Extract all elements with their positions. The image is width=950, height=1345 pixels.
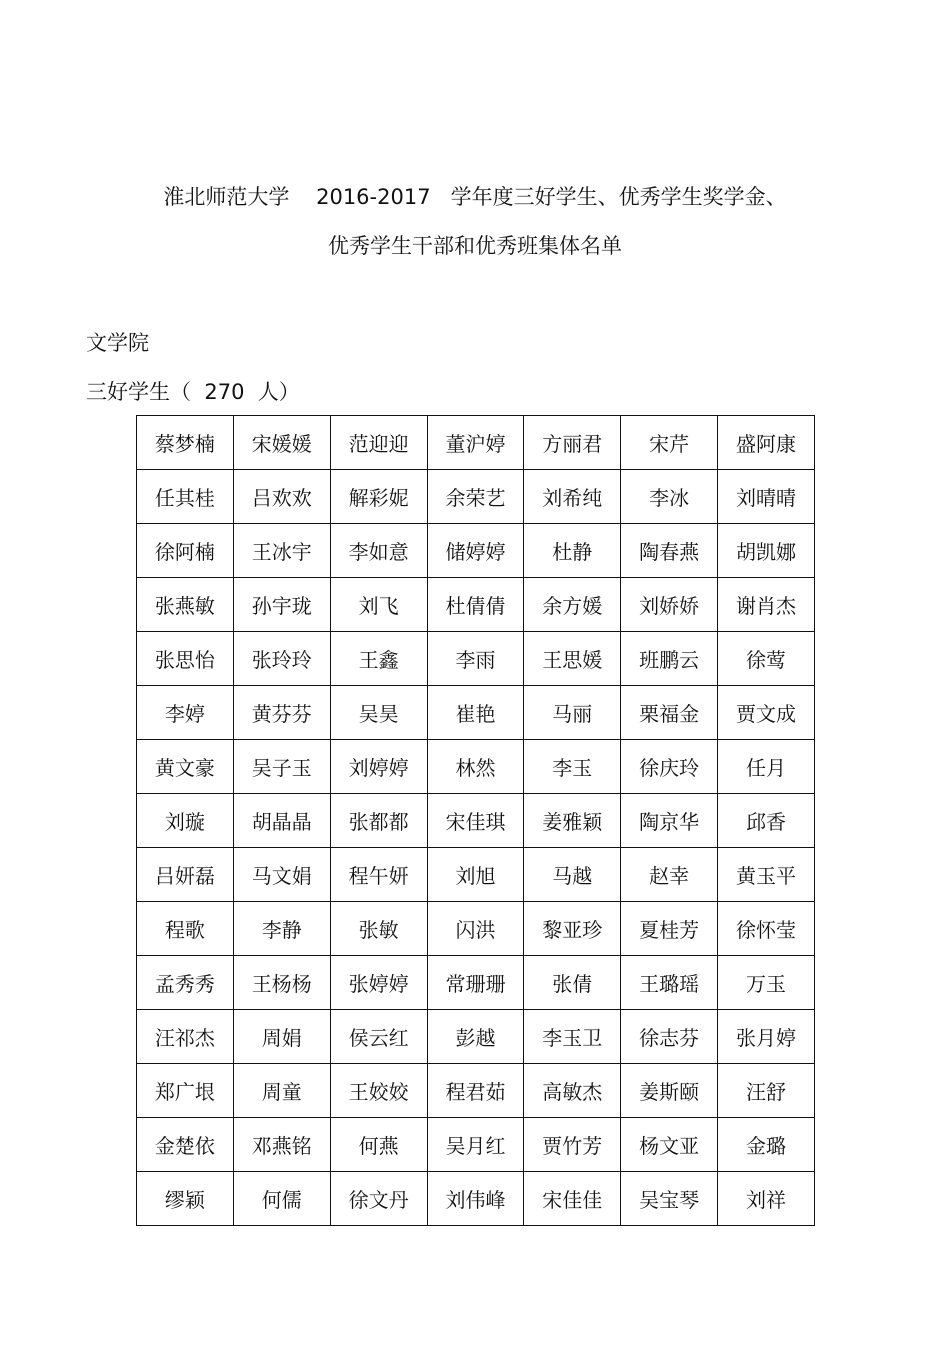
student-name-cell: 徐文丹 <box>330 1172 427 1226</box>
student-name-cell: 邓燕铭 <box>233 1118 330 1172</box>
table-row <box>137 902 815 956</box>
student-name-table-body <box>137 416 815 1226</box>
table-row <box>137 740 815 794</box>
student-name-cell: 刘旭 <box>427 848 524 902</box>
student-name-cell: 汪舒 <box>718 1064 815 1118</box>
table-row <box>137 1064 815 1118</box>
document-title-line-2: 优秀学生干部和优秀班集体名单 <box>328 234 622 258</box>
student-name-cell: 宋媛媛 <box>233 416 330 470</box>
student-name-cell: 黄文豪 <box>137 740 234 794</box>
table-row <box>137 1118 815 1172</box>
student-name-cell: 姜雅颖 <box>524 794 621 848</box>
student-name-cell: 徐怀莹 <box>718 902 815 956</box>
student-name-cell: 杜静 <box>524 524 621 578</box>
student-name-cell: 彭越 <box>427 1010 524 1064</box>
student-name-cell: 程君茹 <box>427 1064 524 1118</box>
student-name-cell: 刘晴晴 <box>718 470 815 524</box>
student-name-cell: 常珊珊 <box>427 956 524 1010</box>
student-name-cell: 夏桂芳 <box>621 902 718 956</box>
student-name-cell: 李静 <box>233 902 330 956</box>
student-name-cell: 万玉 <box>718 956 815 1010</box>
student-name-cell: 徐阿楠 <box>137 524 234 578</box>
student-name-cell: 余荣艺 <box>427 470 524 524</box>
table-row <box>137 686 815 740</box>
student-name-cell: 班鹏云 <box>621 632 718 686</box>
student-name-cell: 胡晶晶 <box>233 794 330 848</box>
student-name-cell: 陶京华 <box>621 794 718 848</box>
student-name-cell: 杨文亚 <box>621 1118 718 1172</box>
student-name-cell: 任月 <box>718 740 815 794</box>
table-row <box>137 416 815 470</box>
student-name-cell: 解彩妮 <box>330 470 427 524</box>
student-name-cell: 徐志芬 <box>621 1010 718 1064</box>
table-row <box>137 632 815 686</box>
student-name-cell: 刘婷婷 <box>330 740 427 794</box>
college-heading: 文学院 <box>86 331 149 355</box>
student-name-cell: 何儒 <box>233 1172 330 1226</box>
table-row <box>137 1172 815 1226</box>
student-name-cell: 李玉 <box>524 740 621 794</box>
student-name-cell: 刘飞 <box>330 578 427 632</box>
student-name-cell: 张都都 <box>330 794 427 848</box>
student-name-cell: 黄玉平 <box>718 848 815 902</box>
document-title-line-1: 淮北师范大学 2016-2017 学年度三好学生、优秀学生奖学金、 <box>163 185 787 209</box>
student-name-table <box>136 415 815 1226</box>
student-name-cell: 崔艳 <box>427 686 524 740</box>
student-name-cell: 孟秀秀 <box>137 956 234 1010</box>
student-name-cell: 徐莺 <box>718 632 815 686</box>
student-name-cell: 王姣姣 <box>330 1064 427 1118</box>
student-name-cell: 程午妍 <box>330 848 427 902</box>
student-name-cell: 陶春燕 <box>621 524 718 578</box>
student-name-cell: 李冰 <box>621 470 718 524</box>
student-name-cell: 张思怡 <box>137 632 234 686</box>
student-name-cell: 王思媛 <box>524 632 621 686</box>
student-name-cell: 吕妍磊 <box>137 848 234 902</box>
table-row <box>137 524 815 578</box>
student-name-cell: 方丽君 <box>524 416 621 470</box>
student-name-cell: 金璐 <box>718 1118 815 1172</box>
student-name-cell: 胡凯娜 <box>718 524 815 578</box>
student-name-cell: 徐庆玲 <box>621 740 718 794</box>
student-name-cell: 刘璇 <box>137 794 234 848</box>
student-name-cell: 邱香 <box>718 794 815 848</box>
student-name-cell: 蔡梦楠 <box>137 416 234 470</box>
student-name-cell: 张倩 <box>524 956 621 1010</box>
student-name-cell: 吴宝琴 <box>621 1172 718 1226</box>
student-name-cell: 宋芹 <box>621 416 718 470</box>
student-name-cell: 何燕 <box>330 1118 427 1172</box>
student-name-cell: 高敏杰 <box>524 1064 621 1118</box>
student-name-cell: 李雨 <box>427 632 524 686</box>
student-name-cell: 王杨杨 <box>233 956 330 1010</box>
student-name-cell: 马文娟 <box>233 848 330 902</box>
student-name-cell: 缪颖 <box>137 1172 234 1226</box>
student-name-cell: 吴月红 <box>427 1118 524 1172</box>
student-name-cell: 王鑫 <box>330 632 427 686</box>
student-name-cell: 汪祁杰 <box>137 1010 234 1064</box>
student-name-cell: 刘伟峰 <box>427 1172 524 1226</box>
table-row <box>137 956 815 1010</box>
student-name-cell: 李婷 <box>137 686 234 740</box>
student-name-cell: 刘祥 <box>718 1172 815 1226</box>
student-name-cell: 吴子玉 <box>233 740 330 794</box>
student-name-cell: 姜斯颐 <box>621 1064 718 1118</box>
student-name-cell: 闪洪 <box>427 902 524 956</box>
student-name-cell: 董沪婷 <box>427 416 524 470</box>
student-name-cell: 侯云红 <box>330 1010 427 1064</box>
student-name-cell: 张月婷 <box>718 1010 815 1064</box>
award-category-heading: 三好学生（ 270 人） <box>86 380 300 404</box>
student-name-cell: 李玉卫 <box>524 1010 621 1064</box>
student-name-cell: 赵幸 <box>621 848 718 902</box>
table-row <box>137 1010 815 1064</box>
student-name-cell: 马丽 <box>524 686 621 740</box>
student-name-cell: 程歌 <box>137 902 234 956</box>
student-name-cell: 范迎迎 <box>330 416 427 470</box>
student-name-cell: 张燕敏 <box>137 578 234 632</box>
student-name-cell: 吴昊 <box>330 686 427 740</box>
student-name-cell: 宋佳佳 <box>524 1172 621 1226</box>
student-name-cell: 马越 <box>524 848 621 902</box>
student-name-cell: 储婷婷 <box>427 524 524 578</box>
student-name-cell: 吕欢欢 <box>233 470 330 524</box>
table-row <box>137 794 815 848</box>
student-name-cell: 孙宇珑 <box>233 578 330 632</box>
table-row <box>137 578 815 632</box>
student-name-cell: 贾竹芳 <box>524 1118 621 1172</box>
student-name-cell: 黎亚珍 <box>524 902 621 956</box>
table-row <box>137 470 815 524</box>
student-name-cell: 张敏 <box>330 902 427 956</box>
student-name-cell: 张婷婷 <box>330 956 427 1010</box>
student-name-cell: 金楚依 <box>137 1118 234 1172</box>
student-name-cell: 栗福金 <box>621 686 718 740</box>
student-name-cell: 刘娇娇 <box>621 578 718 632</box>
student-name-cell: 宋佳琪 <box>427 794 524 848</box>
student-name-cell: 张玲玲 <box>233 632 330 686</box>
table-row <box>137 848 815 902</box>
student-name-cell: 周娟 <box>233 1010 330 1064</box>
student-name-cell: 王冰宇 <box>233 524 330 578</box>
student-name-cell: 余方媛 <box>524 578 621 632</box>
student-name-cell: 郑广垠 <box>137 1064 234 1118</box>
student-name-cell: 王璐瑶 <box>621 956 718 1010</box>
student-name-cell: 李如意 <box>330 524 427 578</box>
student-name-cell: 刘希纯 <box>524 470 621 524</box>
student-name-cell: 谢肖杰 <box>718 578 815 632</box>
student-name-cell: 任其桂 <box>137 470 234 524</box>
student-name-cell: 林然 <box>427 740 524 794</box>
student-name-cell: 贾文成 <box>718 686 815 740</box>
student-name-cell: 杜倩倩 <box>427 578 524 632</box>
student-name-cell: 周童 <box>233 1064 330 1118</box>
student-name-cell: 黄芬芬 <box>233 686 330 740</box>
student-name-cell: 盛阿康 <box>718 416 815 470</box>
